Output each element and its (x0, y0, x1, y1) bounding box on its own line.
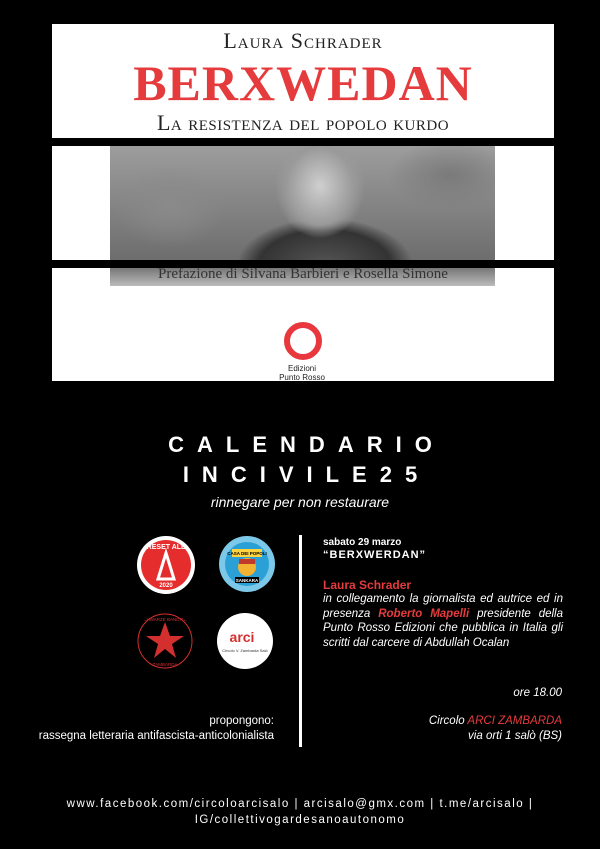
svg-text:CASA DEI POPOLI: CASA DEI POPOLI (227, 551, 267, 556)
svg-text:2020: 2020 (159, 583, 173, 589)
book-cover (52, 24, 554, 381)
arci-zambarda-logo (216, 612, 274, 670)
reset-all-logo (136, 535, 196, 595)
calendar-heading-line1: CALENDARIO (168, 432, 445, 457)
event-description: in collegamento la giornalista ed autrice ed in presenza Roberto Mapelli presidente della Punto Rosso Edizioni che pubblica in Italia gli scritti dal carcere di Abdullah Ocalan (323, 593, 563, 649)
punto-rosso-logo-icon (284, 322, 322, 360)
event-author: Laura Schrader (323, 578, 412, 592)
event-title: “BERXWERDAN” (323, 549, 427, 561)
cover-title-strip (52, 24, 554, 138)
svg-text:ZAMBARDA: ZAMBARDA (152, 662, 178, 667)
footer-line2: IG/collettivogardesanoautonomo (194, 814, 406, 826)
cover-photo-strip (52, 146, 554, 260)
cover-bottom-strip (52, 268, 554, 381)
book-title: BERXWEDAN (133, 55, 473, 111)
footer-line1: www.facebook.com/circoloarcisalo | arcisalo@gmx.com | t.me/arcisalo | (66, 798, 534, 810)
guest-name: Roberto Mapelli (378, 607, 470, 620)
svg-text:Circolo V. Zambarda Salò: Circolo V. Zambarda Salò (222, 648, 268, 653)
calendar-heading-line2: INCIVILE25 (182, 462, 431, 487)
svg-text:RESET ALL: RESET ALL (146, 544, 186, 551)
venue-address: via orti 1 salò (BS) (468, 730, 562, 742)
proposers: propongono: rassegna letteraria antifascista-anticolonialista (38, 715, 274, 742)
casa-dei-popoli-logo (218, 535, 276, 593)
publisher-name: Edizioni Punto Rosso (279, 364, 325, 381)
tagline: rinnegare per non restaurare (210, 494, 390, 510)
svg-text:SANKARA: SANKARA (235, 578, 259, 583)
event-date: sabato 29 marzo (323, 537, 402, 548)
book-author: Laura Schrader (223, 28, 383, 53)
footer-contacts (0, 796, 600, 828)
vertical-divider (299, 535, 302, 747)
event-venue: Circolo ARCI ZAMBARDA via orti 1 salò (BS) (428, 715, 562, 742)
book-preface: Prefazione di Silvana Barbieri e Rosella Simone (158, 268, 448, 282)
cover-photo (110, 146, 495, 260)
event-time: ore 18.00 (513, 687, 562, 699)
svg-text:SCHWARZE BANDITEN: SCHWARZE BANDITEN (140, 617, 190, 622)
venue-name: ARCI ZAMBARDA (467, 715, 562, 727)
svg-text:arci: arci (229, 629, 255, 645)
schwarze-banditen-logo (136, 612, 194, 670)
calendar-heading (0, 430, 600, 490)
book-subtitle: La resistenza del popolo kurdo (156, 110, 450, 135)
